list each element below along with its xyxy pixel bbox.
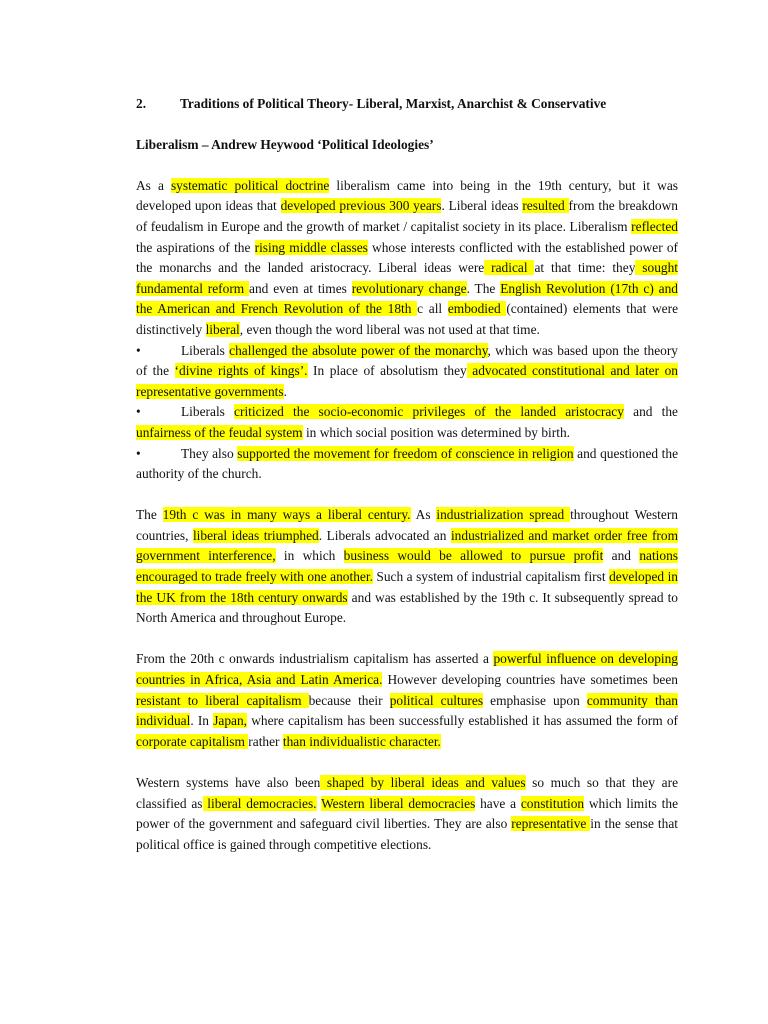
text-segment: , which was based upon the theory of the xyxy=(136,342,678,379)
text-segment: Liberals xyxy=(181,342,230,358)
text-segment: The xyxy=(136,507,163,523)
text-segment: in which social position was determined by birth. xyxy=(302,424,570,440)
highlighted-text: representative xyxy=(511,816,591,832)
section-number: 2. xyxy=(136,96,147,111)
text-segment: and was established by the 19th c. It subsequently spread to North America and throughout Europe. xyxy=(136,589,678,626)
highlighted-text: community than individual xyxy=(136,692,678,729)
text-segment: . Liberals advocated an xyxy=(318,527,451,543)
bullet-marker: • xyxy=(136,404,141,420)
highlighted-text: unfairness of the feudal system xyxy=(136,424,303,440)
text-segment: . In xyxy=(190,713,214,729)
highlighted-text: sought fundamental reform xyxy=(136,260,678,296)
highlighted-text: than individualistic character. xyxy=(282,733,441,749)
highlighted-text: industrialized and market order free from government interference, xyxy=(136,527,679,564)
text-segment: because their xyxy=(308,692,390,708)
text-segment: From the 20th c onwards industrialism capitalism has asserted a xyxy=(136,651,494,667)
para-western-systems xyxy=(136,773,678,855)
text-segment: the aspirations of the xyxy=(136,239,255,255)
highlighted-text: constitution xyxy=(520,795,585,811)
text-segment: and even at times xyxy=(249,280,352,296)
highlighted-text: liberal ideas triumphed xyxy=(192,527,319,543)
highlighted-text: advocated constitutional and later on representative governments xyxy=(136,363,678,399)
body-text xyxy=(136,176,678,856)
para-20th-century xyxy=(136,649,678,752)
text-segment: emphasise upon xyxy=(483,692,587,708)
highlighted-text: nations encouraged to trade freely with one another. xyxy=(136,548,679,585)
text-segment: at that time: they xyxy=(534,260,636,276)
text-segment: As xyxy=(410,507,437,523)
highlighted-text: business would be allowed to pursue profit xyxy=(343,548,604,564)
text-segment: However developing countries have sometimes been xyxy=(382,672,679,688)
section-title: Traditions of Political Theory- Liberal, Marxist, Anarchist & Conservative xyxy=(180,96,607,111)
highlighted-text: supported the movement for freedom of conscience in religion xyxy=(237,445,574,461)
bullet-conscience xyxy=(136,444,678,485)
highlighted-text: rising middle classes xyxy=(254,239,368,255)
highlighted-text: resistant to liberal capitalism xyxy=(136,692,309,708)
text-segment: Liberals xyxy=(181,404,235,420)
highlighted-text: systematic political doctrine xyxy=(170,177,330,193)
text-segment: c all xyxy=(417,301,448,317)
highlighted-text: challenged the absolute power of the monarchy xyxy=(229,342,488,358)
highlighted-text: Western liberal democracies xyxy=(321,795,476,811)
highlighted-text: radical xyxy=(484,260,535,276)
text-segment: . The xyxy=(466,280,501,296)
spacer xyxy=(136,155,678,176)
highlighted-text: powerful influence on developing countries in Africa, Asia and Latin America. xyxy=(136,651,678,688)
text-segment: from the breakdown of feudalism in Europe and the growth of market / capitalist society in its place. Liberalism xyxy=(136,198,678,234)
highlighted-text: political cultures xyxy=(389,692,484,708)
text-segment: have a xyxy=(475,795,521,811)
text-segment: . xyxy=(283,383,287,399)
highlighted-text: Japan, xyxy=(213,713,248,729)
text-segment: in the sense that political office is gained through competitive elections. xyxy=(136,816,678,852)
highlighted-text: corporate capitalism xyxy=(136,733,249,749)
text-segment: and the xyxy=(623,404,678,420)
subheading: Liberalism – Andrew Heywood ‘Political Ideologies’ xyxy=(136,136,434,152)
text-segment: liberalism came into being in the 19th century, but it was developed upon ideas that xyxy=(136,177,678,214)
text-segment: whose interests conflicted with the established power of the monarchs and the landed aristocracy. Liberal ideas were xyxy=(136,239,678,276)
paragraph-gap xyxy=(136,485,678,506)
text-segment: which limits the power of the government and safeguard civil liberties. They are also xyxy=(136,795,679,832)
section-heading xyxy=(136,94,678,115)
text-segment: Western systems have also been xyxy=(136,775,321,790)
paragraph-gap xyxy=(136,629,678,650)
text-segment: rather xyxy=(248,733,283,749)
highlighted-text: industrialization spread xyxy=(436,507,571,523)
text-segment: . Liberal ideas xyxy=(441,198,523,214)
text-segment: and xyxy=(603,548,640,564)
highlighted-text: revolutionary change xyxy=(351,280,467,296)
highlighted-text: ‘divine rights of kings’. xyxy=(174,363,308,379)
text-segment: , even though the word liberal was not used at that time. xyxy=(239,321,540,337)
bullet-privileges xyxy=(136,402,678,443)
highlighted-text: 19th c was in many ways a liberal century. xyxy=(162,507,411,523)
highlighted-text: embodied xyxy=(447,301,507,317)
bullet-marker: • xyxy=(136,445,141,461)
highlighted-text: resulted xyxy=(522,198,569,214)
highlighted-text: liberal xyxy=(205,321,240,337)
text-segment: throughout Western countries, xyxy=(136,507,678,543)
highlighted-text: criticized the socio-economic privileges of the landed aristocracy xyxy=(234,404,624,420)
highlighted-text: shaped by liberal ideas and values xyxy=(320,775,526,790)
text-segment: In place of absolutism they xyxy=(307,363,467,379)
text-segment: They also xyxy=(181,445,238,461)
highlighted-text: English Revolution (17th c) and the American and French Revolution of the 18th xyxy=(136,280,679,317)
para-origins xyxy=(136,176,678,341)
highlighted-text: developed previous 300 years xyxy=(280,198,442,214)
bullet-marker: • xyxy=(136,342,141,358)
text-segment: in which xyxy=(275,548,344,564)
text-segment: so much so that they are classified as xyxy=(136,775,679,811)
paragraph-gap xyxy=(136,752,678,773)
text-segment: (contained) elements that were distinctively xyxy=(136,301,679,337)
highlighted-text: reflected xyxy=(631,218,678,234)
highlighted-text: developed in the UK from the 18th century onwards xyxy=(136,569,678,605)
text-segment: where capitalism has been successfully established it has assumed the form of xyxy=(247,713,678,729)
highlighted-text: liberal democracies. xyxy=(202,795,317,811)
text-segment: and questioned the authority of the church. xyxy=(136,445,679,482)
para-19th-century xyxy=(136,505,678,629)
bullet-monarchy xyxy=(136,341,678,403)
text-segment: Such a system of industrial capitalism first xyxy=(372,569,610,585)
text-segment: As a xyxy=(136,177,171,193)
